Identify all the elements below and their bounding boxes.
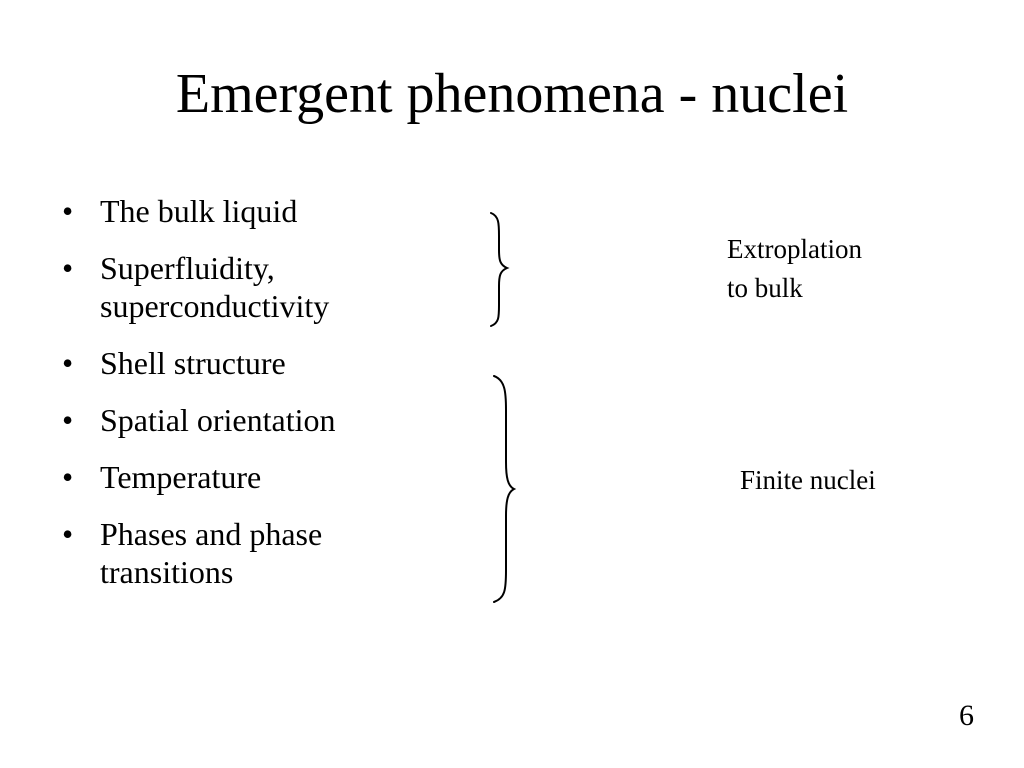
bullet-dot: • xyxy=(62,459,74,495)
bullet-item-temperature xyxy=(62,458,422,496)
page-number: 6 xyxy=(959,699,974,732)
group-label-finite: Finite nuclei xyxy=(740,465,876,495)
bullet-text: The bulk liquid xyxy=(100,193,298,229)
bullet-text: Phases and phase transitions xyxy=(100,516,323,590)
bullet-text: Superfluidity, superconductivity xyxy=(100,250,330,324)
bullet-dot: • xyxy=(62,345,74,381)
bullet-dot: • xyxy=(62,250,74,286)
slide-title: Emergent phenomena - nuclei xyxy=(175,63,849,125)
bullet-dot: • xyxy=(62,193,74,229)
bullet-text: Temperature xyxy=(100,459,262,495)
bullet-dot: • xyxy=(62,402,74,438)
finite-group-brace xyxy=(494,376,514,602)
bullet-text: Spatial orientation xyxy=(100,402,336,438)
bullet-text: Shell structure xyxy=(100,345,286,381)
bullet-item-bulk-liquid xyxy=(62,192,422,230)
bullet-item-spatial-orientation xyxy=(62,401,422,439)
bullet-list xyxy=(62,192,422,610)
bullet-item-superfluidity xyxy=(62,249,422,325)
bullet-item-phases xyxy=(62,515,422,591)
group-label-bulk: Extroplation to bulk xyxy=(727,234,862,303)
bulk-group-brace xyxy=(491,213,507,326)
bullet-dot: • xyxy=(62,516,74,552)
bullet-item-shell-structure xyxy=(62,344,422,382)
